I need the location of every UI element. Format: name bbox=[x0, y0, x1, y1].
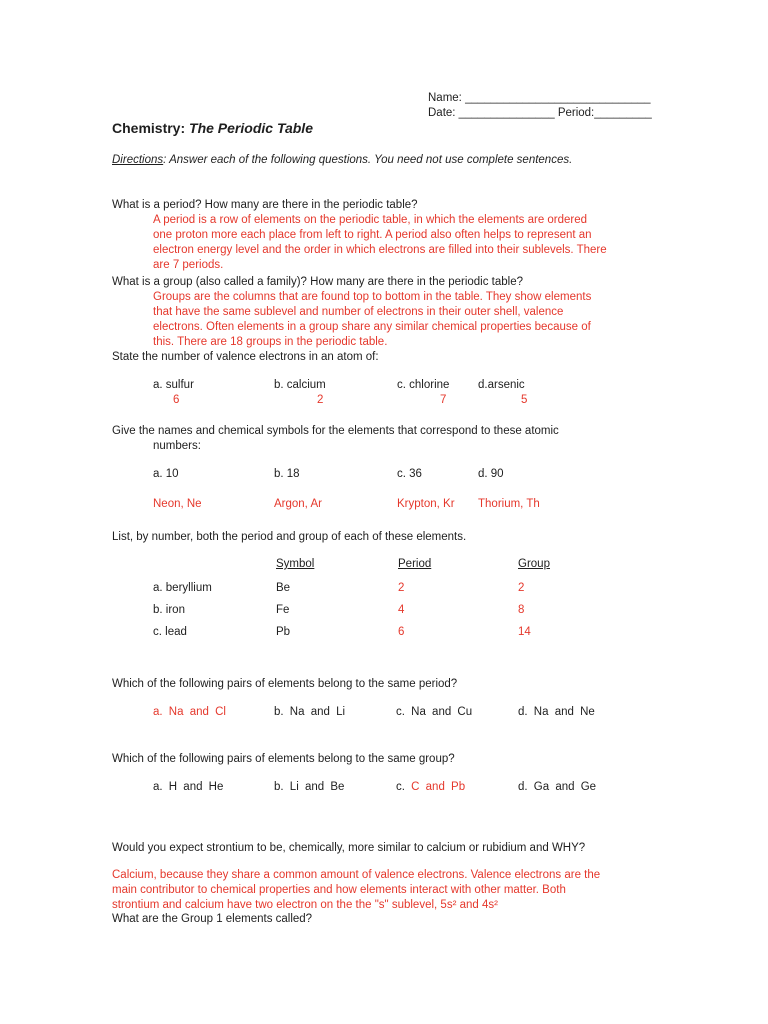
same-period-option-c-prefix: c. bbox=[396, 706, 405, 718]
same-period-option-d bbox=[518, 705, 595, 720]
valence-answer-b: 2 bbox=[317, 394, 324, 406]
table-row-lead bbox=[0, 625, 768, 640]
row-iron-period: 4 bbox=[398, 604, 405, 616]
same-group-option-d-pair: Ga and Ge bbox=[533, 781, 597, 793]
row-beryllium-period: 2 bbox=[398, 582, 405, 594]
date-period-line: Date: _______________ Period:_________ bbox=[428, 107, 652, 119]
valence-option-d: d.arsenic bbox=[478, 379, 525, 391]
row-beryllium-label: a. beryllium bbox=[153, 582, 212, 594]
answer-group bbox=[153, 290, 591, 350]
valence-answer-c: 7 bbox=[440, 394, 447, 406]
same-period-option-b-prefix: b. bbox=[274, 706, 284, 718]
valence-answers-row bbox=[0, 393, 768, 408]
header-block bbox=[428, 91, 652, 121]
row-lead-period: 6 bbox=[398, 626, 405, 638]
atomic-answer-c: Krypton, Kr bbox=[397, 498, 455, 510]
question-atomic-numbers-line1: Give the names and chemical symbols for the elements that correspond to these atomic bbox=[112, 425, 559, 437]
same-group-option-c bbox=[396, 780, 465, 795]
directions-text: : Answer each of the following questions. You need not use complete sentences. bbox=[163, 154, 573, 166]
row-beryllium-group: 2 bbox=[518, 582, 525, 594]
question-strontium: Would you expect strontium to be, chemically, more similar to calcium or rubidium and WHY? bbox=[112, 842, 586, 854]
directions bbox=[112, 153, 572, 168]
atomic-answer-b: Argon, Ar bbox=[274, 498, 322, 510]
atomic-option-d: d. 90 bbox=[478, 468, 504, 480]
worksheet-title bbox=[112, 120, 313, 137]
answer-period-line-2: one proton more each place from left to right. A period also often helps to represent an bbox=[153, 229, 592, 241]
table-header-row bbox=[0, 557, 768, 572]
atomic-answers-row bbox=[0, 497, 768, 512]
same-period-option-a-prefix: a. bbox=[153, 706, 163, 718]
atomic-options-row bbox=[0, 467, 768, 482]
question-atomic-numbers-line2: numbers: bbox=[153, 440, 201, 452]
answer-group-line-1: Groups are the columns that are found top to bottom in the table. They show elements bbox=[153, 291, 592, 303]
answer-group-line-2: that have the same sublevel and number of electrons in their outer shell, valence bbox=[153, 306, 564, 318]
table-row-iron bbox=[0, 603, 768, 618]
same-group-option-a bbox=[153, 780, 223, 795]
answer-period bbox=[153, 213, 607, 273]
table-row-beryllium bbox=[0, 581, 768, 596]
table-header-group: Group bbox=[518, 558, 550, 570]
title-prefix: Chemistry: bbox=[112, 120, 190, 136]
question-group: What is a group (also called a family)? How many are there in the periodic table? bbox=[112, 276, 524, 288]
answer-group-line-3: electrons. Often elements in a group share any similar chemical properties because of bbox=[153, 321, 591, 333]
atomic-option-b: b. 18 bbox=[274, 468, 300, 480]
question-same-group: Which of the following pairs of elements belong to the same group? bbox=[112, 753, 455, 765]
answer-group-line-4: this. There are 18 groups in the periodic table. bbox=[153, 336, 388, 348]
answer-strontium bbox=[112, 868, 600, 913]
answer-strontium-line-3: strontium and calcium have two electron on the the "s" sublevel, 5s² and 4s² bbox=[112, 899, 498, 911]
same-group-option-b-prefix: b. bbox=[274, 781, 284, 793]
answer-period-line-1: A period is a row of elements on the periodic table, in which the elements are ordered bbox=[153, 214, 588, 226]
question-group1-elements: What are the Group 1 elements called? bbox=[112, 913, 313, 925]
same-group-option-b-pair: Li and Be bbox=[289, 781, 345, 793]
question-period: What is a period? How many are there in the periodic table? bbox=[112, 199, 418, 211]
row-iron-symbol: Fe bbox=[276, 604, 290, 616]
same-period-option-b-pair: Na and Li bbox=[289, 706, 346, 718]
same-group-option-c-pair: C and Pb bbox=[411, 781, 466, 793]
same-period-option-d-pair: Na and Ne bbox=[533, 706, 595, 718]
atomic-option-a: a. 10 bbox=[153, 468, 179, 480]
same-period-option-c bbox=[396, 705, 472, 720]
same-period-option-a bbox=[153, 705, 226, 720]
valence-option-c: c. chlorine bbox=[397, 379, 450, 391]
question-valence-electrons: State the number of valence electrons in an atom of: bbox=[112, 351, 379, 363]
atomic-answer-d: Thorium, Th bbox=[478, 498, 540, 510]
same-group-option-d bbox=[518, 780, 596, 795]
row-iron-group: 8 bbox=[518, 604, 525, 616]
same-group-options-row bbox=[0, 780, 768, 795]
atomic-answer-a: Neon, Ne bbox=[153, 498, 202, 510]
row-lead-label: c. lead bbox=[153, 626, 187, 638]
row-iron-label: b. iron bbox=[153, 604, 185, 616]
row-beryllium-symbol: Be bbox=[276, 582, 291, 594]
same-period-options-row bbox=[0, 705, 768, 720]
same-period-option-a-pair: Na and Cl bbox=[168, 706, 226, 718]
same-group-option-a-prefix: a. bbox=[153, 781, 163, 793]
row-lead-symbol: Pb bbox=[276, 626, 291, 638]
same-group-option-a-pair: H and He bbox=[168, 781, 224, 793]
same-group-option-b bbox=[274, 780, 344, 795]
same-period-option-c-pair: Na and Cu bbox=[411, 706, 473, 718]
same-group-option-d-prefix: d. bbox=[518, 781, 528, 793]
valence-answer-d: 5 bbox=[521, 394, 528, 406]
answer-period-line-3: electron energy level and the order in which electrons are filled into their sublevels. There bbox=[153, 244, 607, 256]
row-lead-group: 14 bbox=[518, 626, 531, 638]
same-period-option-b bbox=[274, 705, 345, 720]
name-line: Name: _____________________________ bbox=[428, 92, 651, 104]
same-period-option-d-prefix: d. bbox=[518, 706, 528, 718]
question-period-group-list: List, by number, both the period and group of each of these elements. bbox=[112, 531, 467, 543]
valence-option-b: b. calcium bbox=[274, 379, 326, 391]
valence-options-row bbox=[0, 378, 768, 393]
answer-strontium-line-1: Calcium, because they share a common amount of valence electrons. Valence electrons are the bbox=[112, 869, 601, 881]
table-header-period: Period bbox=[398, 558, 432, 570]
atomic-option-c: c. 36 bbox=[397, 468, 422, 480]
directions-label: Directions bbox=[112, 154, 164, 166]
question-same-period: Which of the following pairs of elements belong to the same period? bbox=[112, 678, 458, 690]
table-header-symbol: Symbol bbox=[276, 558, 315, 570]
title-emphasis: The Periodic Table bbox=[189, 120, 313, 136]
answer-period-line-4: are 7 periods. bbox=[153, 259, 224, 271]
valence-answer-a: 6 bbox=[173, 394, 180, 406]
valence-option-a: a. sulfur bbox=[153, 379, 194, 391]
answer-strontium-line-2: main contributor to chemical properties and how elements interact with other matter. Both bbox=[112, 884, 566, 896]
same-group-option-c-prefix: c. bbox=[396, 781, 405, 793]
